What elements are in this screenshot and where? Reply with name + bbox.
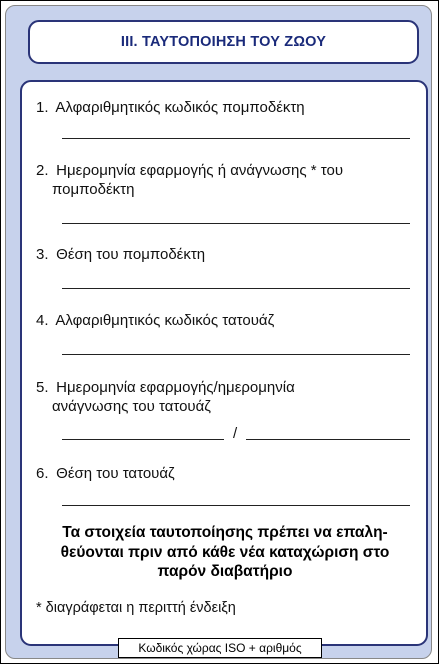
transponder-location-entry-line[interactable] bbox=[62, 288, 410, 289]
field-label-continued: ανάγνωσης του τατουάζ bbox=[52, 398, 211, 415]
field-label: Ημερομηνία εφαρμογής/ημερομηνία bbox=[56, 379, 295, 396]
verification-note-line: θεύονται πριν από κάθε νέα καταχώριση στο bbox=[60, 543, 390, 561]
field-transponder-code bbox=[36, 98, 305, 117]
section-panel bbox=[5, 5, 432, 659]
tattoo-location-entry-line[interactable] bbox=[62, 505, 410, 506]
field-number: 6. bbox=[36, 465, 49, 482]
field-number: 4. bbox=[36, 312, 49, 329]
field-number: 3. bbox=[36, 246, 49, 263]
field-tattoo-code bbox=[36, 311, 274, 330]
transponder-date-entry-line[interactable] bbox=[62, 223, 410, 224]
field-label: Θέση του πομποδέκτη bbox=[56, 246, 206, 263]
date-separator: / bbox=[233, 425, 238, 442]
verification-note-line: Τα στοιχεία ταυτοποίησης πρέπει να επαλη- bbox=[62, 524, 388, 541]
section-title: III. ΤΑΥΤΟΠΟΙΗΣΗ ΤΟΥ ΖΩΟΥ bbox=[120, 34, 327, 50]
field-number: 5. bbox=[36, 379, 49, 396]
iso-country-code-label: Κωδικός χώρας ISO + αριθμός bbox=[118, 638, 322, 658]
field-transponder-location bbox=[36, 245, 205, 264]
field-label: Ημερομηνία εφαρμογής ή ανάγνωσης * του bbox=[56, 162, 344, 179]
transponder-code-entry-line[interactable] bbox=[62, 138, 410, 139]
field-number: 2. bbox=[36, 162, 49, 179]
field-number: 1. bbox=[36, 99, 49, 116]
section-title-box bbox=[28, 20, 419, 64]
field-tattoo-location bbox=[36, 464, 175, 483]
field-label: Αλφαριθμητικός κωδικός τατουάζ bbox=[55, 312, 275, 329]
identification-form bbox=[20, 80, 428, 646]
field-label: Θέση του τατουάζ bbox=[56, 465, 175, 482]
tattoo-code-entry-line[interactable] bbox=[62, 354, 410, 355]
field-transponder-date bbox=[36, 161, 343, 199]
verification-note bbox=[30, 523, 420, 582]
field-label-continued: πομποδέκτη bbox=[52, 181, 135, 198]
field-tattoo-date bbox=[36, 378, 295, 416]
field-label: Αλφαριθμητικός κωδικός πομποδέκτη bbox=[55, 99, 305, 116]
tattoo-application-date-line[interactable] bbox=[62, 439, 224, 440]
tattoo-reading-date-line[interactable] bbox=[246, 439, 410, 440]
verification-note-line: παρόν διαβατήριο bbox=[157, 563, 293, 580]
footnote: * διαγράφεται η περιττή ένδειξη bbox=[36, 600, 236, 616]
